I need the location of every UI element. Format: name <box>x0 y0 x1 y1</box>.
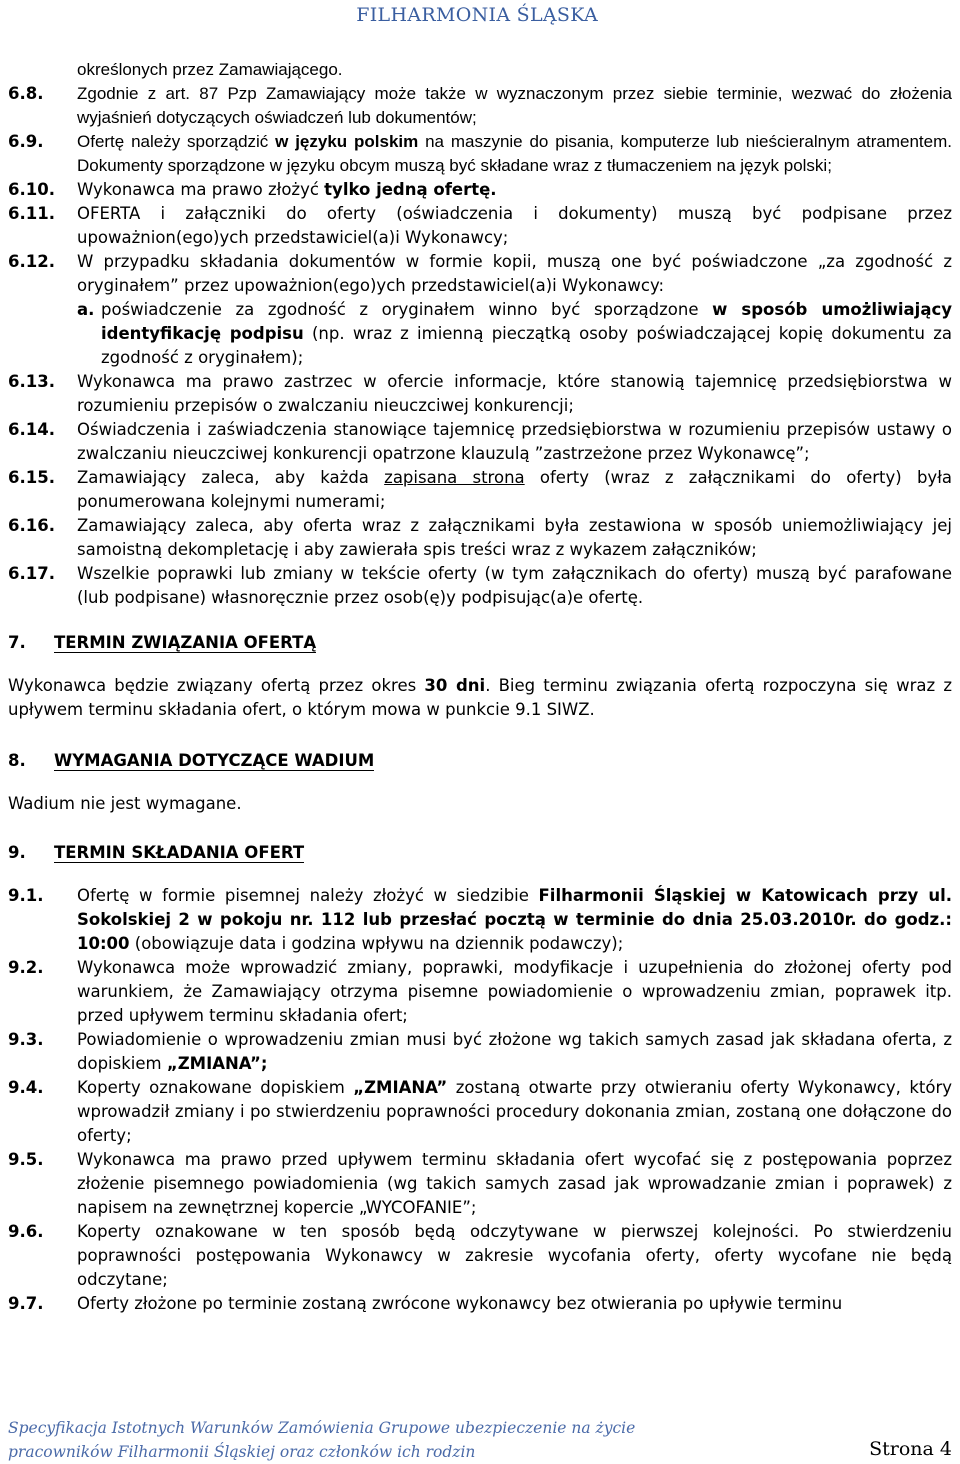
item-6-13: 6.13. Wykonawca ma prawo zastrzec w ofercie informacje, które stanowią tajemnicę przedsiębiorstwa w rozumieniu przepisów o zwalczaniu nieuczciwej konkurencji; <box>8 372 952 415</box>
item-9-3: 9.3. Powiadomienie o wprowadzeniu zmian musi być złożone wg takich samych zasad jak składana oferta, z dopiskiem „ZMIANA”; <box>8 1030 952 1073</box>
document-body <box>8 58 952 1316</box>
item-9-7: 9.7. Oferty złożone po terminie zostaną zwrócone wykonawcy bez otwierania po upływie terminu <box>8 1294 843 1313</box>
section-9-heading: 9. TERMIN SKŁADANIA OFERT <box>8 843 305 862</box>
item-6-12-a: a. poświadczenie za zgodność z oryginałem winno być sporządzone w sposób umożliwiający identyfikację podpisu (np. wraz z imienną pieczątką osoby poświadczającej kopię dokumentu za zgodność z oryginałem); <box>77 300 953 367</box>
document-header: FILHARMONIA ŚLĄSKA <box>356 4 598 26</box>
item-6-17: 6.17. Wszelkie poprawki lub zmiany w tekście oferty (w tym załącznikach do oferty) muszą być parafowane (lub podpisane) własnoręcznie przez osob(ę)y podpisując(a)e ofertę. <box>8 564 952 607</box>
item-6-11: 6.11. OFERTA i załączniki do oferty (oświadczenia i dokumenty) muszą być podpisane przez upoważnion(ego)ych przedstawiciel(a)i Wykonawcy; <box>8 204 952 247</box>
page-number: Strona 4 <box>869 1438 952 1460</box>
item-6-16: 6.16. Zamawiający zaleca, aby oferta wraz z załącznikami była zestawiona w sposób uniemożliwiający jej samoistną dekompletację i aby zawierała spis treści wraz z wykazem załączników; <box>8 516 952 559</box>
item-9-5: 9.5. Wykonawca ma prawo przed upływem terminu składania ofert wycofać się z postępowania poprzez złożenie pisemnego powiadomienia (wg takich samych zasad jak wprowadzanie zmian i poprawek) z napisem na zewnętrznej kopercie „WYCOFANIE”; <box>8 1150 952 1217</box>
item-9-1: 9.1. Ofertę w formie pisemnej należy złożyć w siedzibie Filharmonii Śląskiej w Katowicach przy ul. Sokolskiej 2 w pokoju nr. 112 lub przesłać pocztą w terminie do dnia 25.03.2010r. do godz.: 10:00 (obowiązuje data i godzina wpływu na dziennik podawczy); <box>8 886 952 953</box>
item-6-14: 6.14. Oświadczenia i zaświadczenia stanowiące tajemnicę przedsiębiorstwa w rozumieniu przepisów ustawy o zwalczaniu nieuczciwej konkurencji opatrzone klauzulą ”zastrzeżone przez Wykonawcę”; <box>8 420 952 463</box>
item-9-6: 9.6. Koperty oznakowane w ten sposób będą odczytywane w pierwszej kolejności. Po stwierdzeniu poprawności postępowania Wykonawcy w zakresie wycofania oferty, oferty wycofane nie będą odczytane; <box>8 1222 952 1289</box>
item-9-4: 9.4. Koperty oznakowane dopiskiem „ZMIANA” zostaną otwarte przy otwieraniu oferty Wykonawcy, który wprowadził zmiany i po stwierdzeniu poprawności procedury dokonania zmian, zostaną one dołączone do oferty; <box>8 1078 952 1145</box>
item-6-7-continuation: określonych przez Zamawiającego. <box>77 60 343 79</box>
item-6-12: 6.12. W przypadku składania dokumentów w formie kopii, muszą one być poświadczone „za zgodność z oryginałem” przez upoważnion(ego)ych przedstawiciel(a)i Wykonawcy: a. poświadczenie za zgodność z oryginałem winno być sporządzone w sposób umożliwiający identyfikację podpisu (np. wraz z imienną pieczątką osoby poświadczającej kopię dokumentu za zgodność z oryginałem); <box>8 250 952 370</box>
item-6-9: 6.9. Ofertę należy sporządzić w języku polskim na maszynie do pisania, komputerze lub nieścieralnym atramentem. Dokumenty sporządzone w języku obcym muszą być składane wraz z tłumaczeniem na język polski; <box>8 132 952 175</box>
section-8-text: Wadium nie jest wymagane. <box>8 794 242 813</box>
footer-text: Specyfikacja Istotnych Warunków Zamówienia Grupowe ubezpieczenie na życie pracowników Filharmonii Śląskiej oraz członków ich rodzin <box>8 1419 636 1461</box>
section-7-text: Wykonawca będzie związany ofertą przez okres 30 dni. Bieg terminu związania ofertą rozpoczyna się wraz z upływem terminu składania ofert, o którym mowa w punkcie 9.1 SIWZ. <box>8 676 952 719</box>
item-6-15: 6.15. Zamawiający zaleca, aby każda zapisana strona oferty (wraz z załącznikami do oferty) była ponumerowana kolejnymi numerami; <box>8 468 952 511</box>
item-6-10: 6.10. Wykonawca ma prawo złożyć tylko jedną ofertę. <box>8 180 497 199</box>
document-footer <box>8 1416 952 1464</box>
item-6-8: 6.8. Zgodnie z art. 87 Pzp Zamawiający może także w wyznaczonym przez siebie terminie, wezwać do złożenia wyjaśnień dotyczących oświadczeń lub dokumentów; <box>8 84 952 127</box>
item-9-2: 9.2. Wykonawca może wprowadzić zmiany, poprawki, modyfikacje i uzupełnienia do złożonej oferty pod warunkiem, że Zamawiający otrzyma pisemne powiadomienie o wprowadzeniu zmian, poprawek itp. przed upływem terminu składania ofert; <box>8 958 952 1025</box>
section-8-heading: 8. WYMAGANIA DOTYCZĄCE WADIUM <box>8 751 375 770</box>
section-7-heading: 7. TERMIN ZWIĄZANIA OFERTĄ <box>8 633 317 652</box>
